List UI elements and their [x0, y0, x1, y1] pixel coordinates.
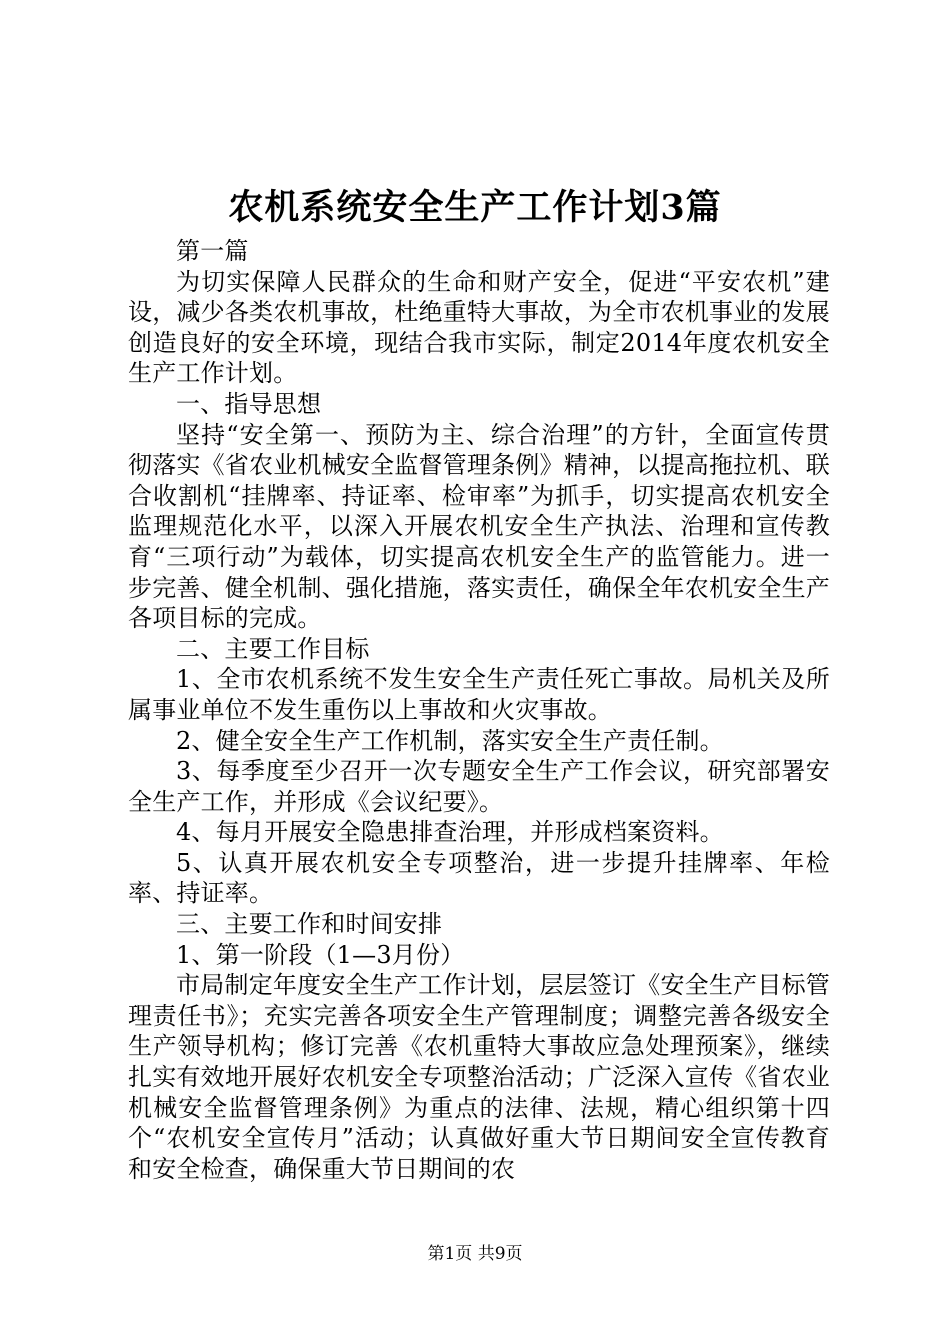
heading-work-schedule: 三、主要工作和时间安排 [176, 910, 443, 939]
page-number-footer: 第1页 共9页 [427, 1244, 523, 1264]
goal-item-1: 1、全市农机系统不发生安全生产责任死亡事故。局机关及所属事业单位不发生重伤以上事故和火灾事故。 [128, 665, 830, 724]
paragraph-guiding-ideology: 坚持“安全第一、预防为主、综合治理”的方针，全面宣传贯彻落实《省农业机械安全监督管理条例》精神，以提高拖拉机、联合收割机“挂牌率、持证率、检审率”为抓手，切实提高农机安全监理规范化水平，以深入开展农机安全生产执法、治理和宣传教育“三项行动”为载体，切实提高农机安全生产的监管能力。进一步完善、健全机制、强化措施，落实责任，确保全年农机安全生产各项目标的完成。 [128, 420, 830, 633]
section-label: 第一篇 [176, 237, 249, 265]
paragraph-intro: 为切实保障人民群众的生命和财产安全，促进“平安农机”建设，减少各类农机事故，杜绝重特大事故，为全市农机事业的发展创造良好的安全环境，现结合我市实际，制定2014年度农机安全生产工作计划。 [128, 267, 830, 388]
goal-item-5: 5、认真开展农机安全专项整治，进一步提升挂牌率、年检率、持证率。 [128, 848, 830, 908]
heading-main-goals: 二、主要工作目标 [176, 634, 370, 663]
document-body [128, 236, 830, 1184]
paragraph-stage-1: 市局制定年度安全生产工作计划，层层签订《安全生产目标管理责任书》；充实完善各项安全生产管理制度；调整完善各级安全生产领导机构；修订完善《农机重特大事故应急处理预案》，继续扎实有效地开展好农机安全专项整治活动；广泛深入宣传《省农业机械安全监督管理条例》为重点的法律、法规，精心组织第十四个“农机安全宣传月”活动；认真做好重大节日期间安全宣传教育和安全检查，确保重大节日期间的农 [128, 971, 830, 1183]
goal-item-4: 4、每月开展安全隐患排查治理，并形成档案资料。 [176, 818, 724, 847]
goal-item-2: 2、健全安全生产工作机制，落实安全生产责任制。 [176, 726, 724, 755]
stage-1-heading: 1、第一阶段（1—3月份） [176, 940, 465, 969]
goal-item-3: 3、每季度至少召开一次专题安全生产工作会议，研究部署安全生产工作，并形成《会议纪要》。 [128, 757, 830, 816]
heading-guiding-ideology: 一、指导思想 [176, 389, 322, 418]
document-title: 农机系统安全生产工作计划3篇 [228, 187, 722, 228]
